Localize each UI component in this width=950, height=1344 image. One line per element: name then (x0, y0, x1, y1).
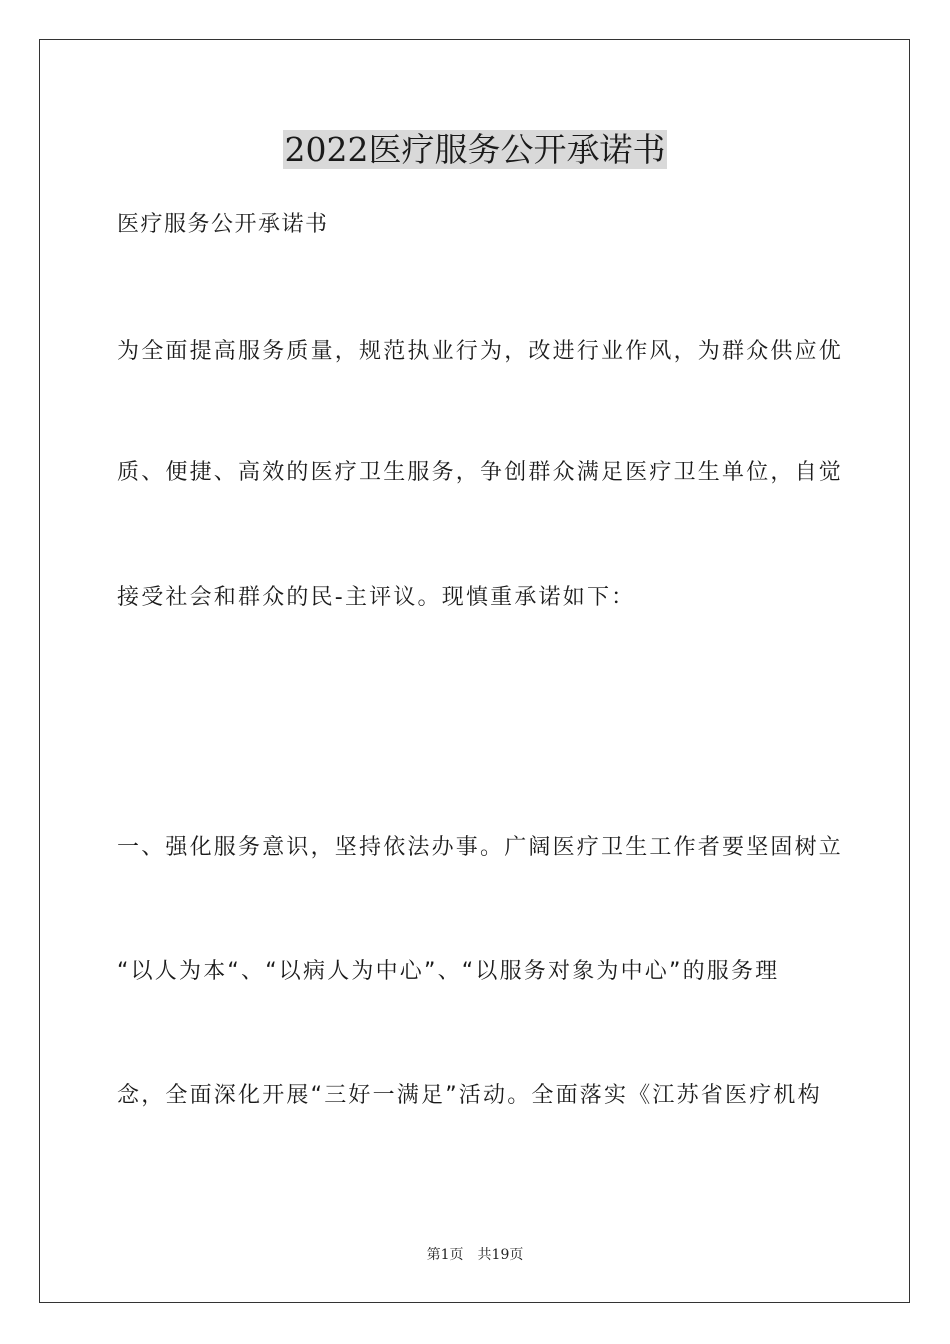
page-total: 共19页 (477, 1247, 524, 1263)
paragraph-line-5: “以人为本“、“以病人为中心”、“以服务对象为中心”的服务理 (117, 959, 780, 984)
page-footer (0, 1246, 950, 1264)
document-title (0, 128, 950, 172)
document-title-text: 2022医疗服务公开承诺书 (284, 130, 666, 169)
document-subtitle: 医疗服务公开承诺书 (117, 212, 329, 237)
paragraph-line-3: 接受社会和群众的民-主评议。现慎重承诺如下： (117, 585, 636, 610)
paragraph-line-2: 质、便捷、高效的医疗卫生服务，争创群众满足医疗卫生单位，自觉 (117, 460, 844, 485)
page-number: 第1页 (426, 1247, 464, 1263)
paragraph-line-6: 念，全面深化开展“三好一满足”活动。全面落实《江苏省医疗机构 (117, 1083, 822, 1108)
paragraph-line-1: 为全面提高服务质量，规范执业行为，改进行业作风，为群众供应优 (117, 339, 844, 364)
paragraph-line-4: 一、强化服务意识，坚持依法办事。广阔医疗卫生工作者要坚固树立 (117, 835, 844, 860)
